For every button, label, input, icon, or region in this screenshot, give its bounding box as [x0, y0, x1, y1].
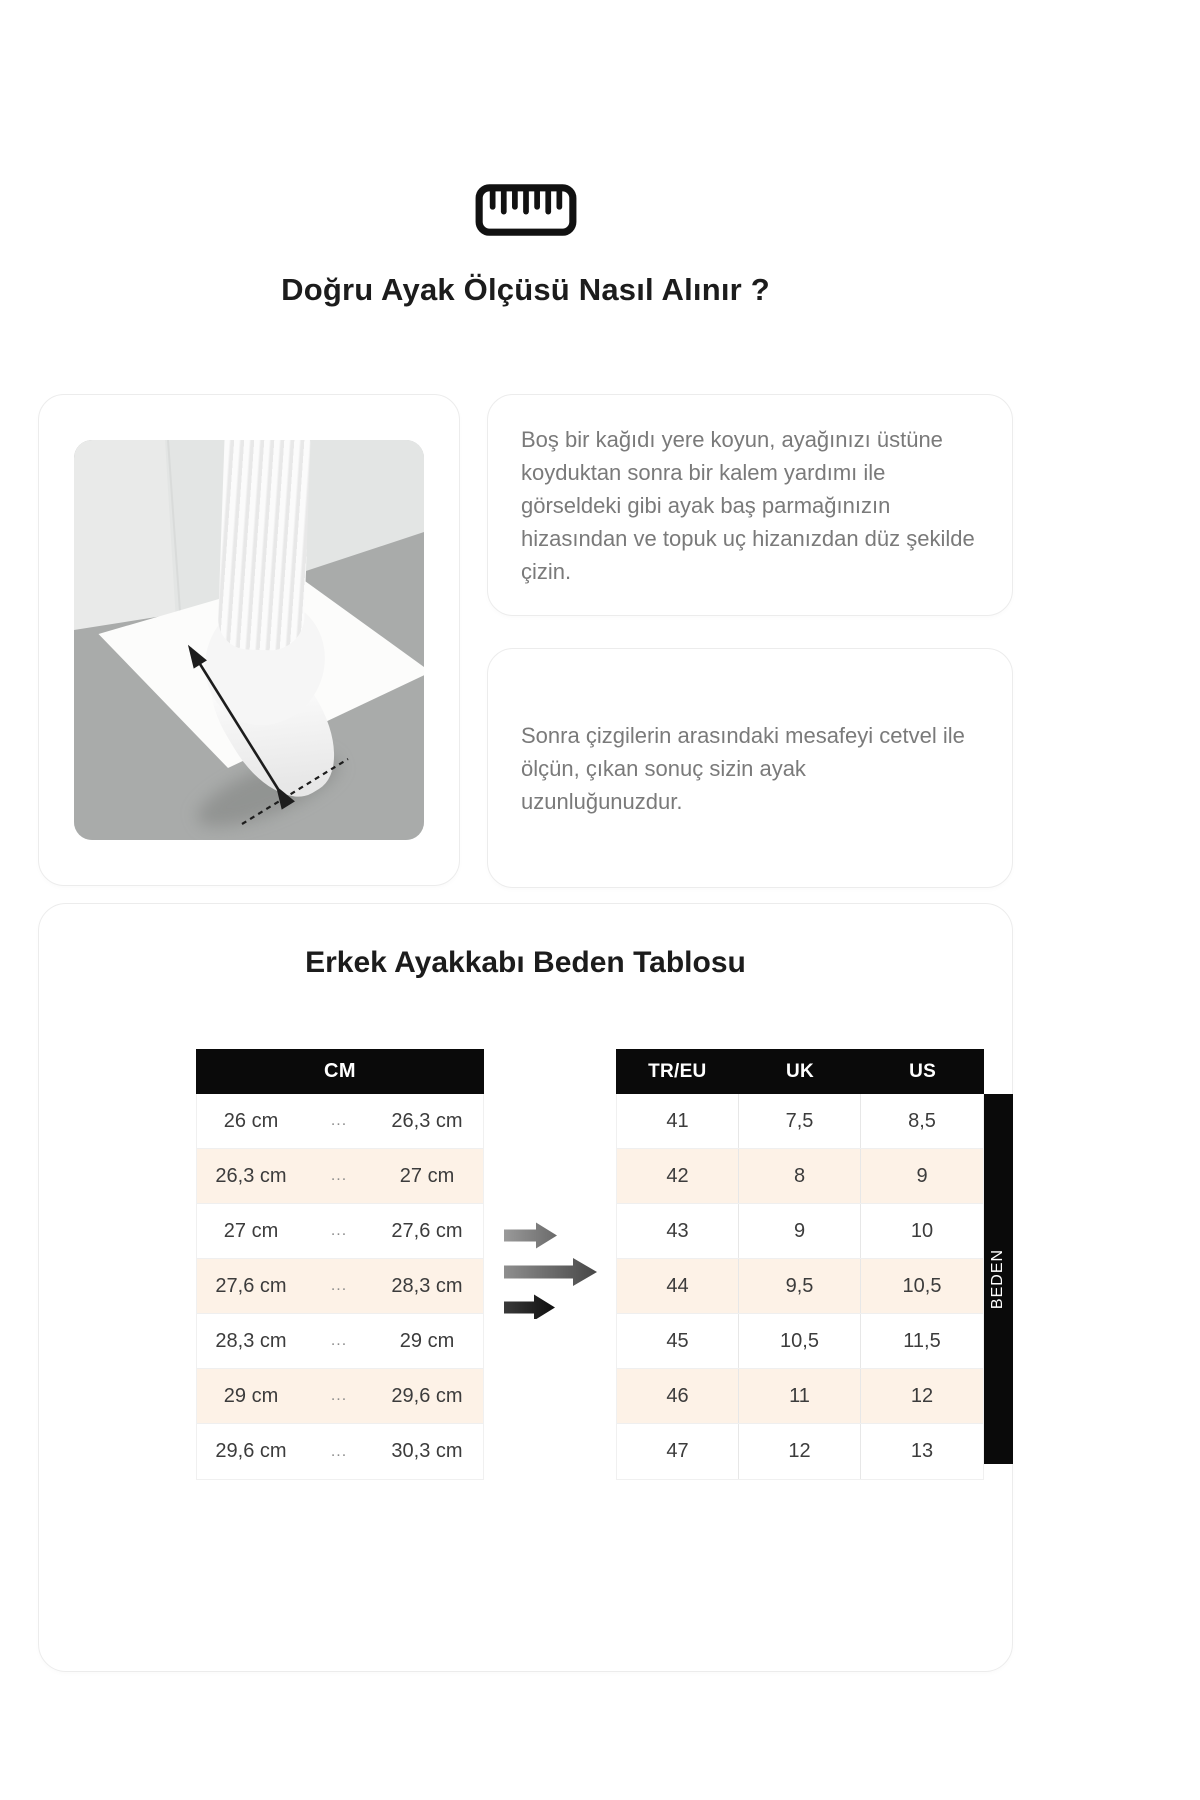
us-value: 10 — [910, 1219, 934, 1242]
toe-dashed-line — [242, 759, 348, 824]
cm-min: 29,6 cm — [215, 1440, 287, 1462]
size-table-card — [38, 903, 1013, 1672]
cm-max: 30,3 cm — [391, 1440, 463, 1462]
treu-value: 45 — [617, 1314, 739, 1368]
treu-value: 44 — [617, 1259, 739, 1313]
ruler-icon-wrap — [38, 0, 1013, 242]
uk-value: 11 — [739, 1369, 861, 1423]
range-dots: ... — [330, 1222, 348, 1239]
content-container — [38, 0, 1013, 888]
us-value: 13 — [910, 1440, 934, 1462]
range-dots: ... — [330, 1332, 348, 1349]
treu-value: 47 — [617, 1424, 739, 1479]
instruction-step2-text: Sonra çizgilerin arasındaki mesafeyi cetvel ile ölçün, çıkan sonuç sizin ayak uzunluğunuzdur. — [521, 722, 965, 814]
size-table-row — [617, 1259, 983, 1314]
range-dots: ... — [330, 1277, 348, 1294]
treu-value: 41 — [617, 1094, 739, 1148]
instruction-card-2 — [487, 648, 1013, 888]
size-table-header-row — [616, 1049, 984, 1094]
cm-table-row — [197, 1094, 483, 1149]
size-table-header-uk: UK — [785, 1060, 815, 1082]
us-value: 8,5 — [908, 1109, 936, 1132]
cm-table-body — [196, 1094, 484, 1480]
size-table-row — [617, 1369, 983, 1424]
uk-value: 9 — [739, 1204, 861, 1258]
cm-min: 26,3 cm — [215, 1164, 287, 1187]
foot-measure-photo-card — [38, 394, 460, 886]
cm-max: 28,3 cm — [391, 1274, 463, 1297]
size-table-body — [616, 1094, 984, 1480]
size-table-row — [617, 1314, 983, 1369]
size-table-row — [617, 1204, 983, 1259]
cm-max: 26,3 cm — [391, 1109, 463, 1132]
size-table-header-us: US — [909, 1060, 937, 1082]
range-dots: ... — [330, 1167, 348, 1184]
us-value: 11,5 — [903, 1329, 941, 1352]
treu-value: 42 — [617, 1149, 739, 1203]
size-table — [616, 1049, 984, 1480]
cm-max: 29 cm — [399, 1329, 455, 1352]
cm-max: 27,6 cm — [391, 1219, 463, 1242]
cm-table-row — [197, 1314, 483, 1369]
instruction-text-column — [487, 394, 1013, 888]
us-value: 12 — [910, 1384, 934, 1407]
cm-table-row — [197, 1259, 483, 1314]
measure-arrow-overlay — [74, 440, 424, 840]
cm-min: 29 cm — [223, 1384, 279, 1407]
uk-value: 7,5 — [739, 1094, 861, 1148]
range-dots: ... — [330, 1387, 348, 1404]
treu-value: 43 — [617, 1204, 739, 1258]
uk-value: 10,5 — [739, 1314, 861, 1368]
cm-min: 26 cm — [223, 1109, 279, 1132]
uk-value: 9,5 — [739, 1259, 861, 1313]
us-value: 10,5 — [902, 1274, 942, 1297]
arrow-middle — [504, 1258, 597, 1286]
cm-min: 27 cm — [223, 1219, 279, 1242]
cm-min: 28,3 cm — [215, 1329, 287, 1352]
arrow-bottom — [504, 1295, 555, 1320]
cm-table-row — [197, 1424, 483, 1479]
transfer-arrows-icon — [502, 1219, 602, 1319]
range-dots: ... — [330, 1112, 348, 1129]
cm-max: 27 cm — [399, 1164, 455, 1187]
size-table-header-treu: TR/EU — [648, 1060, 707, 1082]
us-value: 9 — [916, 1164, 928, 1187]
size-table-row — [617, 1094, 983, 1149]
cm-table-header: CM — [196, 1049, 484, 1094]
instruction-card-1 — [487, 394, 1013, 616]
cm-table-row — [197, 1369, 483, 1424]
uk-value: 12 — [739, 1424, 861, 1479]
treu-value: 46 — [617, 1369, 739, 1423]
cm-table — [196, 1049, 484, 1480]
page-title: Doğru Ayak Ölçüsü Nasıl Alınır ? — [281, 272, 770, 307]
size-table-row — [617, 1424, 983, 1479]
measure-arrow — [190, 648, 278, 789]
cm-table-row — [197, 1204, 483, 1259]
ruler-icon — [445, 183, 607, 242]
range-dots: ... — [330, 1442, 348, 1460]
instruction-step1-text: Boş bir kağıdı yere koyun, ayağınızı üstüne koyduktan sonra bir kalem yardımı ile görseldeki gibi ayak baş parmağınızın hizasından ve topuk uç hizanızdan düz şekilde çizin. — [521, 426, 975, 584]
uk-value: 8 — [739, 1149, 861, 1203]
instruction-row — [38, 394, 1013, 888]
arrow-top — [504, 1223, 557, 1249]
size-section-title: Erkek Ayakkabı Beden Tablosu — [305, 946, 746, 979]
beden-side-bar — [984, 1094, 1013, 1464]
cm-table-row — [197, 1149, 483, 1204]
foot-measure-photo — [74, 440, 424, 840]
size-table-row — [617, 1149, 983, 1204]
cm-max: 29,6 cm — [391, 1384, 463, 1407]
beden-label: BEDEN — [989, 1248, 1007, 1310]
cm-min: 27,6 cm — [215, 1274, 287, 1297]
